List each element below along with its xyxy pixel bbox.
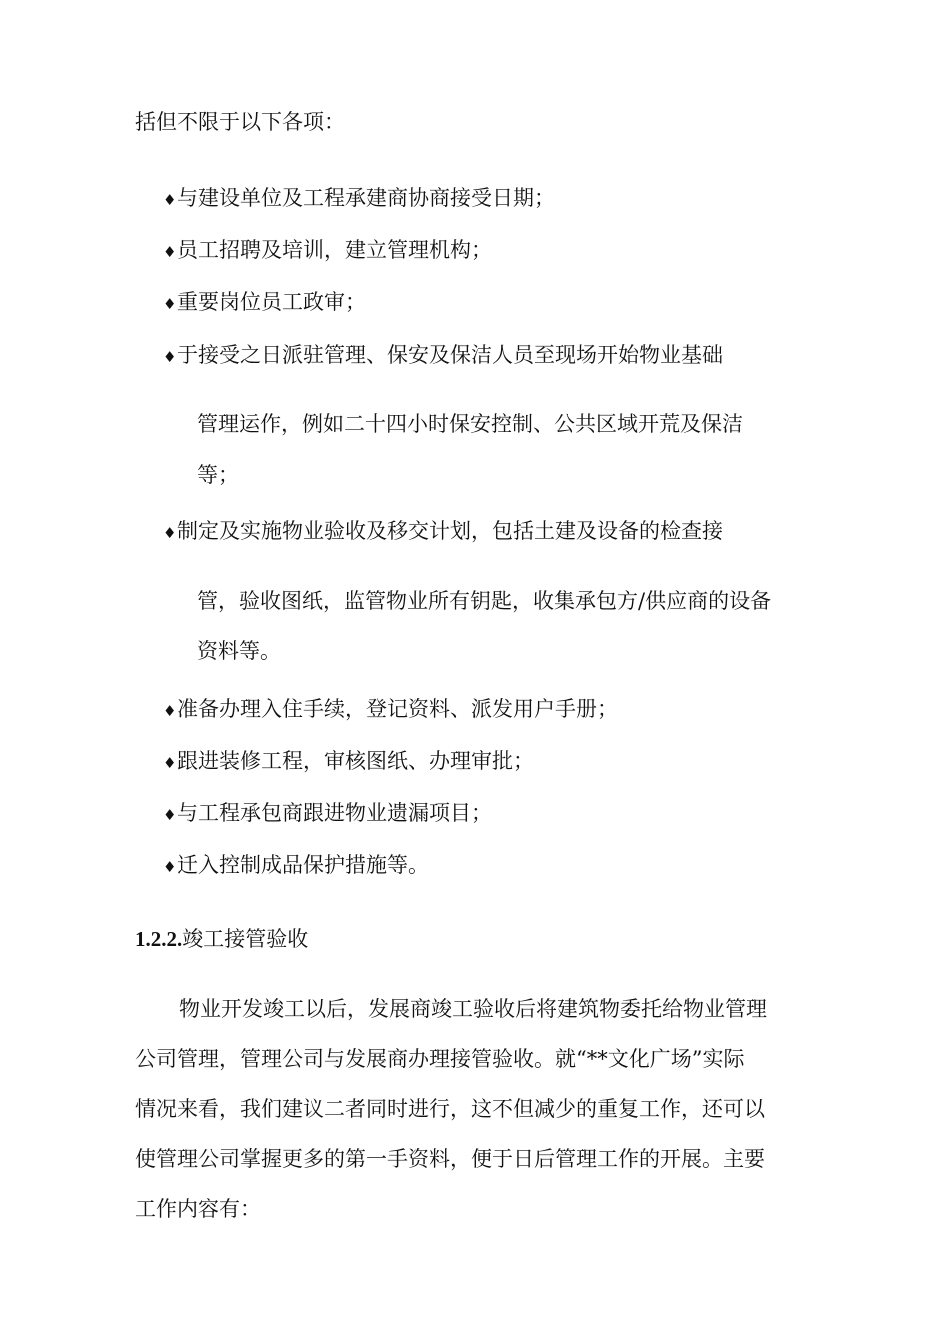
bullet-item: ♦重要岗位员工政审； xyxy=(163,288,366,318)
paragraph-line: 工作内容有： xyxy=(135,1197,261,1221)
bullet-continuation: 管理运作，例如二十四小时保安控制、公共区域开荒及保洁 xyxy=(197,412,743,436)
bullet-item: ♦制定及实施物业验收及移交计划，包括土建及设备的检查接 xyxy=(163,517,723,547)
diamond-bullet-icon: ♦ xyxy=(163,858,177,876)
bullet-continuation: 等； xyxy=(197,463,239,487)
paragraph-line: 物业开发竣工以后，发展商竣工验收后将建筑物委托给物业管理 xyxy=(179,997,767,1021)
bullet-continuation: 管，验收图纸，监管物业所有钥匙，收集承包方/供应商的设备 xyxy=(197,589,772,613)
diamond-bullet-icon: ♦ xyxy=(163,702,177,720)
paragraph-line: 使管理公司掌握更多的第一手资料，便于日后管理工作的开展。主要 xyxy=(135,1147,765,1171)
bullet-item: ♦跟进装修工程，审核图纸、办理审批； xyxy=(163,747,534,777)
diamond-bullet-icon: ♦ xyxy=(163,295,177,313)
bullet-item: ♦员工招聘及培训，建立管理机构； xyxy=(163,236,492,266)
bullet-item: ♦迁入控制成品保护措施等。 xyxy=(163,851,429,881)
diamond-bullet-icon: ♦ xyxy=(163,243,177,261)
paragraph-line: 公司管理，管理公司与发展商办理接管验收。就“**文化广场”实际 xyxy=(135,1047,745,1071)
diamond-bullet-icon: ♦ xyxy=(163,348,177,366)
diamond-bullet-icon: ♦ xyxy=(163,806,177,824)
bullet-item: ♦与工程承包商跟进物业遗漏项目； xyxy=(163,799,492,829)
bullet-item: ♦与建设单位及工程承建商协商接受日期； xyxy=(163,184,555,214)
bullet-item: ♦准备办理入住手续，登记资料、派发用户手册； xyxy=(163,695,618,725)
diamond-bullet-icon: ♦ xyxy=(163,524,177,542)
paragraph-line: 情况来看，我们建议二者同时进行，这不但减少的重复工作，还可以 xyxy=(135,1097,765,1121)
bullet-continuation: 资料等。 xyxy=(197,639,281,663)
section-title: 竣工接管验收 xyxy=(182,927,309,951)
section-heading xyxy=(135,925,308,953)
section-number: 1.2.2. xyxy=(135,927,183,951)
intro-line: 括但不限于以下各项： xyxy=(135,110,345,134)
bullet-item: ♦于接受之日派驻管理、保安及保洁人员至现场开始物业基础 xyxy=(163,341,723,371)
diamond-bullet-icon: ♦ xyxy=(163,754,177,772)
diamond-bullet-icon: ♦ xyxy=(163,191,177,209)
